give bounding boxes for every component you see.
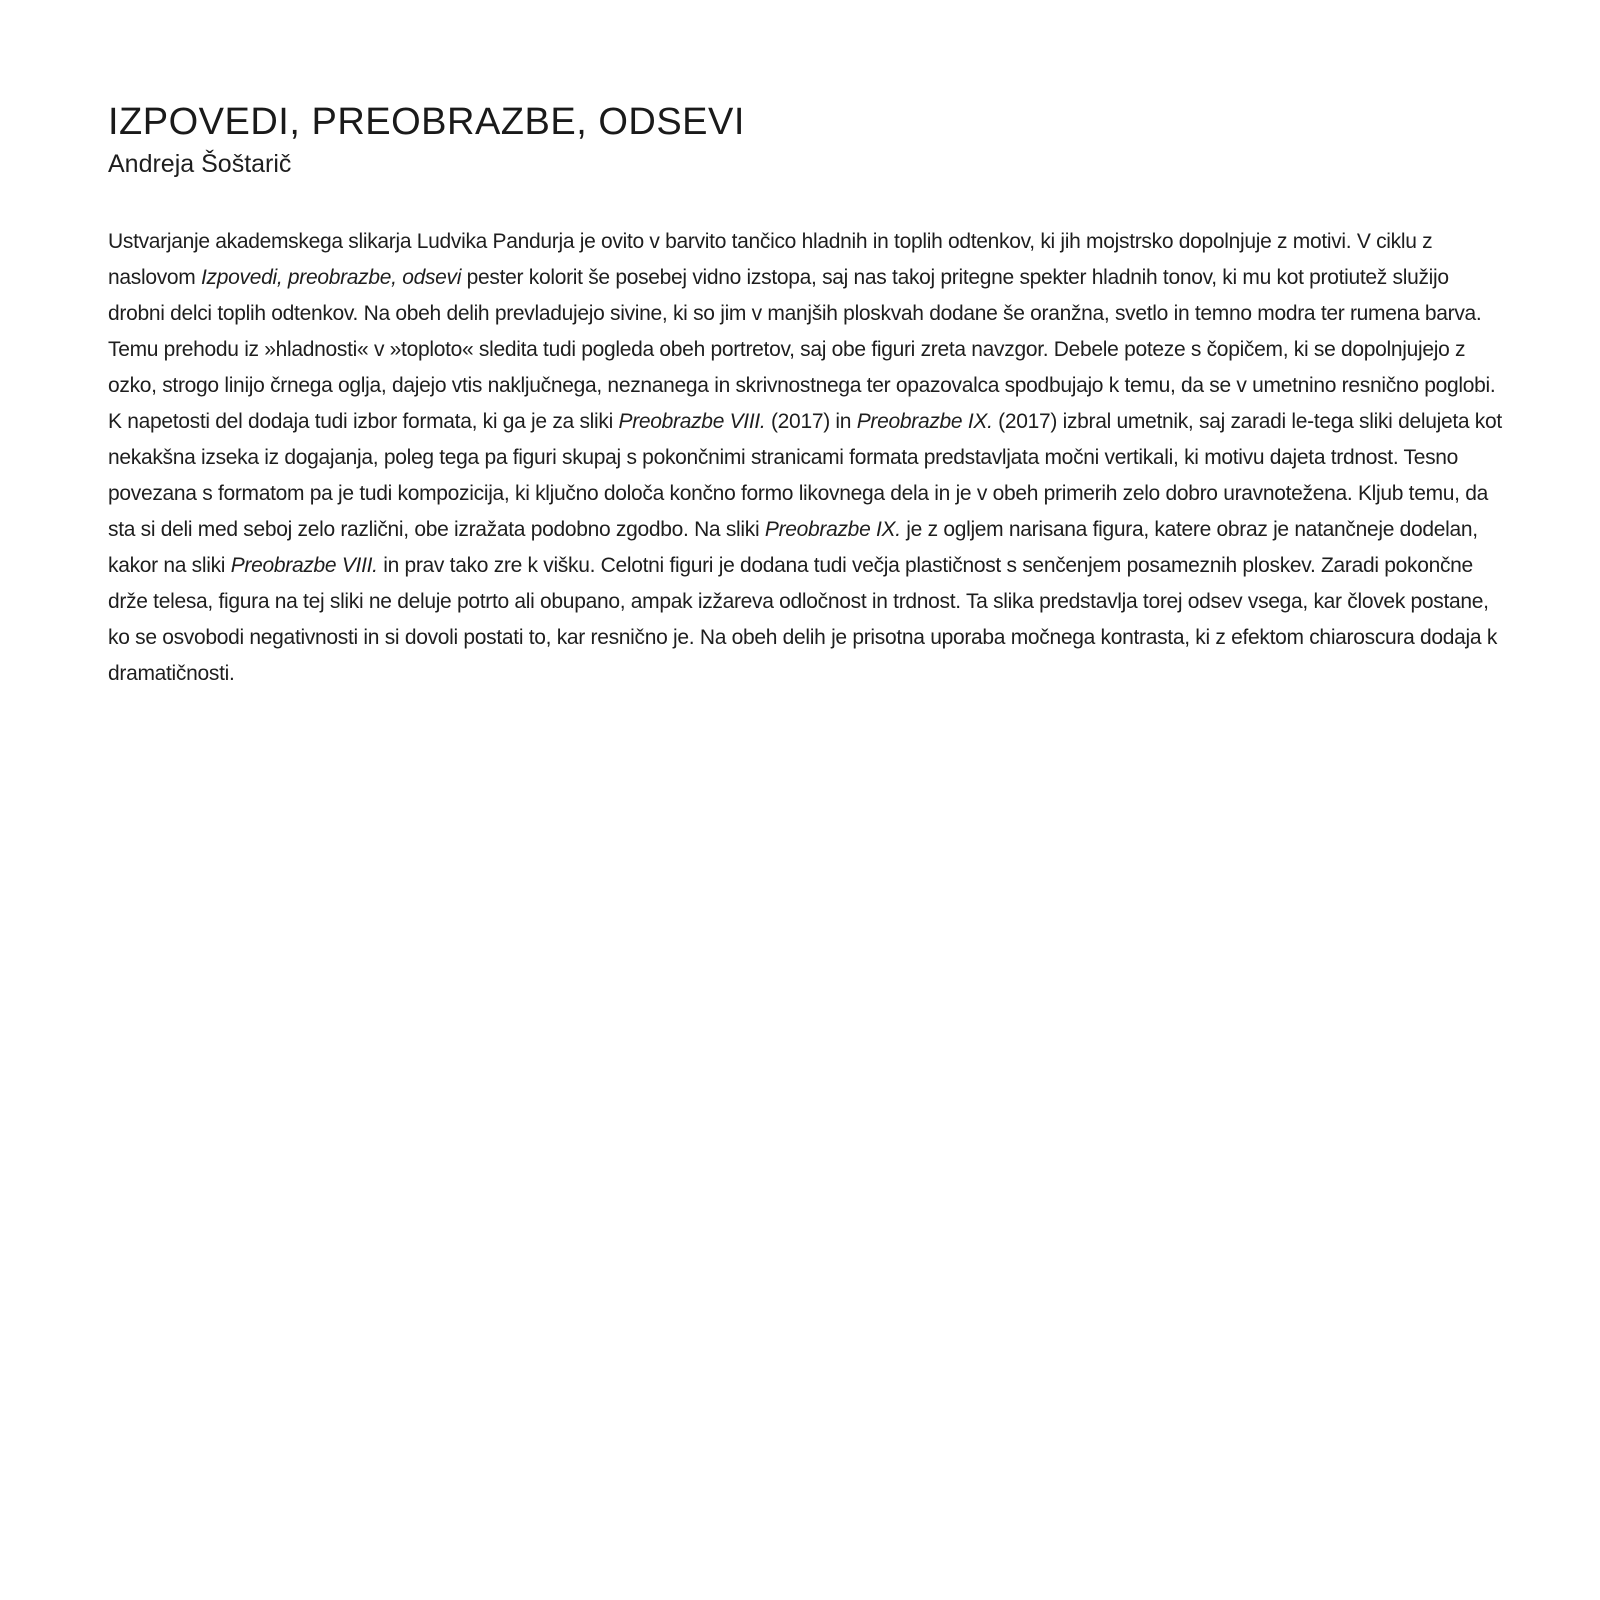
italic-title-run: Izpovedi, preobrazbe, odsevi: [201, 266, 462, 290]
italic-title-run: Preobrazbe IX.: [764, 518, 901, 542]
italic-title-run: Preobrazbe VIII.: [230, 554, 378, 578]
text-run: (2017) izbral umetnik, saj zaradi le-tega sliki delujeta kot nekakšna izseka iz dogajanja, poleg tega pa figuri skupaj s pokončnimi stranicami formata predstavljata močni vertikali, ki motivu dajeta trdnost. Tesno povezana s formatom pa je tudi kompozicija, ki ključno določa končno formo likovnega dela in je v obeh primerih zelo dobro uravnotežena. Kljub temu, da sta si deli med seboj zelo različni, obe izražata podobno zgodbo. Na sliki: [108, 410, 1502, 542]
text-run: pester kolorit še posebej vidno izstopa, saj nas takoj pritegne spekter hladnih tonov, ki mu kot protiutež služijo drobni delci toplih odtenkov. Na obeh delih prevladujejo sivine, ki so jim v manjših ploskvah dodane še oranžna, svetlo in temno modra ter rumena barva. Temu prehodu iz »hladnosti« v »toploto« sledita tudi pogleda obeh portretov, saj obe figuri zreta navzgor. Debele poteze s čopičem, ki se dopolnjujejo z ozko, strogo linijo črnega oglja, dajejo vtis naključnega, neznanega in skrivnostnega ter opazovalca spodbujajo k temu, da se v umetnino resnično poglobi. K napetosti del dodaja tudi izbor formata, ki ga je za sliki: [108, 266, 1496, 434]
text-run: (2017) in: [765, 410, 857, 434]
body-paragraph: [108, 224, 1508, 692]
document-page: [108, 100, 1508, 692]
italic-title-run: Preobrazbe IX.: [856, 410, 993, 434]
text-run: Ustvarjanje akademskega slikarja Ludvika Pandurja je ovito v barvito tančico hladnih in toplih odtenkov, ki jih mojstrsko dopolnjuje z motivi. V ciklu z naslovom: [108, 230, 1433, 290]
text-run: in prav tako zre k višku. Celotni figuri je dodana tudi večja plastičnost s senčenjem posameznih ploskev. Zaradi pokončne drže telesa, figura na tej sliki ne deluje potrto ali obupano, ampak izžareva odločnost in trdnost. Ta slika predstavlja torej odsev vsega, kar človek postane, ko se osvobodi negativnosti in si dovoli postati to, kar resnično je. Na obeh delih je prisotna uporaba močnega kontrasta, ki z efektom chiaroscura dodaja k dramatičnosti.: [108, 554, 1498, 686]
document-title: IZPOVEDI, PREOBRAZBE, ODSEVI: [108, 101, 745, 143]
text-run: je z ogljem narisana figura, katere obraz je natančneje dodelan, kakor na sliki: [108, 518, 1478, 578]
author-name: Andreja Šoštarič: [108, 149, 292, 178]
italic-title-run: Preobrazbe VIII.: [618, 410, 766, 434]
